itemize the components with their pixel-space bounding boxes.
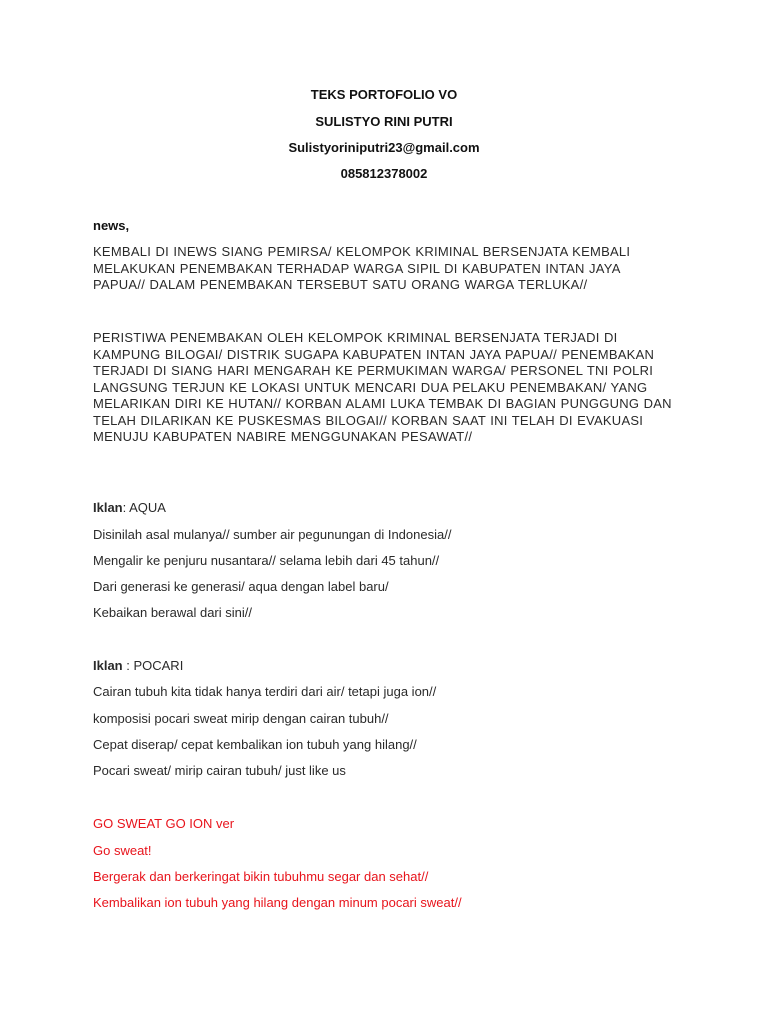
ad-pocari-name: : POCARI [122,658,184,673]
go-sweat-line-4: Kembalikan ion tubuh yang hilang dengan minum pocari sweat// [93,895,462,910]
ad-aqua-line-2: Mengalir ke penjuru nusantara// selama lebih dari 45 tahun// [93,553,440,568]
go-sweat-line-2: Go sweat! [93,843,152,858]
author-email: Sulistyoriniputri23@gmail.com [288,140,480,155]
document-title: TEKS PORTOFOLIO VO [310,87,458,102]
ad-pocari-label: Iklan [93,658,123,673]
ad-aqua-line-3: Dari generasi ke generasi/ aqua dengan label baru/ [93,579,389,594]
ad-aqua-label: Iklan [93,500,123,515]
author-phone: 085812378002 [340,166,428,181]
ad-pocari-line-2: komposisi pocari sweat mirip dengan cairan tubuh// [93,711,389,726]
ad-aqua-line-4: Kebaikan berawal dari sini// [93,605,252,620]
ad-aqua-heading [93,500,166,516]
news-paragraph-2: PERISTIWA PENEMBAKAN OLEH KELOMPOK KRIMINAL BERSENJATA TERJADI DI KAMPUNG BILOGAI/ DISTRIK SUGAPA KABUPATEN INTAN JAYA PAPUA// PENEMBAKAN TERJADI DI SIANG HARI MENGARAH KE PERMUKIMAN WARGA/ PERSONEL TNI POLRI LANGSUNG TERJUN KE LOKASI UNTUK MENCARI DUA PELAKU PENEMBAKAN/ YANG MELARIKAN DIRI KE HUTAN// KORBAN ALAMI LUKA TEMBAK DI BAGIAN PUNGGUNG DAN TELAH DILARIKAN KE PUSKESMAS BILOGAI// KORBAN SAAT INI TELAH DI EVAKUASI MENUJU KABUPATEN NABIRE MENGGUNAKAN PESAWAT// [93,330,672,444]
go-sweat-line-3: Bergerak dan berkeringat bikin tubuhmu segar dan sehat// [93,869,429,884]
ad-pocari-line-1: Cairan tubuh kita tidak hanya terdiri dari air/ tetapi juga ion// [93,684,437,699]
go-sweat-line-1: GO SWEAT GO ION ver [93,816,235,831]
news-paragraph-1: KEMBALI DI INEWS SIANG PEMIRSA/ KELOMPOK KRIMINAL BERSENJATA KEMBALI MELAKUKAN PENEMBAKAN TERHADAP WARGA SIPIL DI KABUPATEN INTAN JAYA PAPUA// DALAM PENEMBAKAN TERSEBUT SATU ORANG WARGA TERLUKA// [93,244,631,292]
ad-aqua-name: : AQUA [122,500,166,515]
ad-pocari-heading [93,658,183,674]
ad-pocari-line-3: Cepat diserap/ cepat kembalikan ion tubuh yang hilang// [93,737,417,752]
ad-aqua-line-1: Disinilah asal mulanya// sumber air pegunungan di Indonesia// [93,527,452,542]
ad-pocari-line-4: Pocari sweat/ mirip cairan tubuh/ just like us [93,763,346,778]
author-name: SULISTYO RINI PUTRI [315,114,453,129]
news-label: news, [93,218,130,233]
